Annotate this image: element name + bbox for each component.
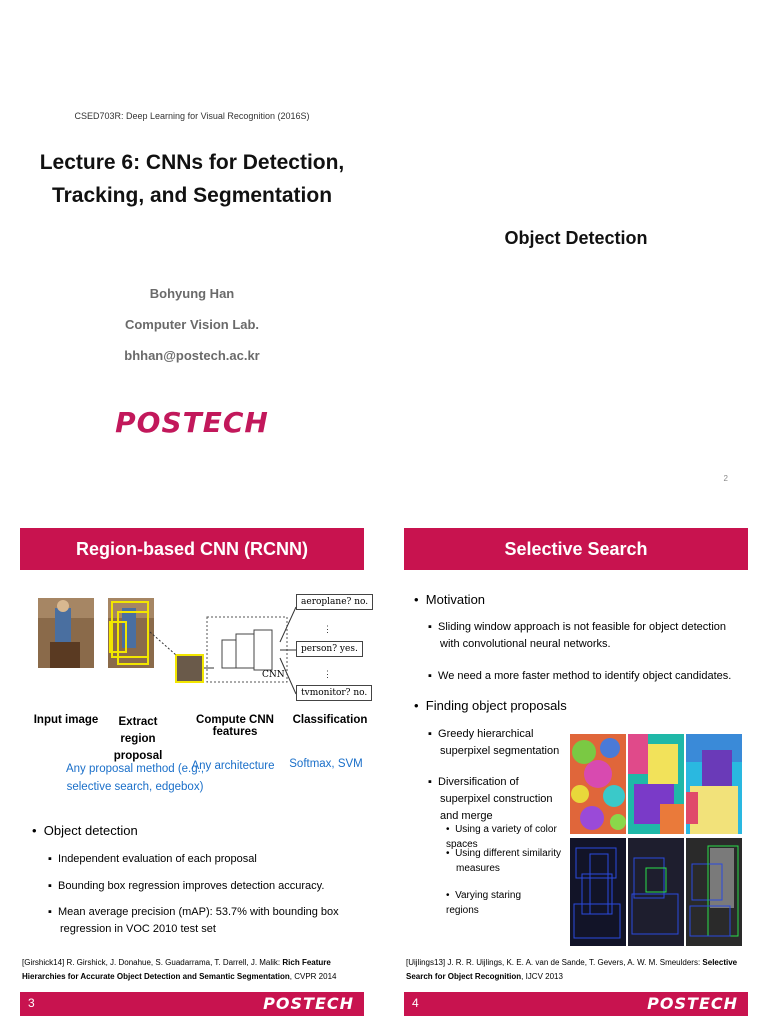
lecture-title-line1: Lecture 6: CNNs for Detection, (39, 151, 345, 174)
proposal-sub-2: ▪ Diversification of superpixel construction and merge (428, 776, 553, 822)
motivation-sub-2-text: We need a more faster method to identify object candidates. (438, 670, 732, 682)
slide-4 (384, 512, 768, 1024)
detail-color-spaces: • Using a variety of color spaces (446, 824, 557, 850)
postech-logo: POSTECH (115, 406, 269, 439)
proposal-sub-1: ▪ Greedy hierarchical superpixel segmentation (428, 728, 560, 757)
sub-item-3-text: Mean average precision (mAP): 53.7% with bounding box regression in VOC 2010 test set (58, 906, 339, 935)
lecture-title-line2: Tracking, and Segmentation (51, 184, 333, 207)
sub-item-1: ▪ Independent evaluation of each proposal (48, 853, 257, 865)
slide-banner: Region-based CNN (RCNN) (20, 528, 364, 570)
bullet-motivation: • Motivation (414, 592, 486, 607)
motivation-sub-1-text: Sliding window approach is not feasible for object detection with convolutional neural networks. (438, 621, 727, 650)
reference-venue: , IJCV 2013 (521, 972, 563, 981)
segmentation-fine (570, 734, 626, 834)
note-proposal-method: Any proposal method (e.g., selective search, edgebox) (65, 763, 205, 793)
lecture-title (0, 146, 384, 212)
lab-name: Computer Vision Lab. (124, 317, 260, 332)
page-number: 3 (28, 996, 35, 1010)
detail-starting-regions-text: Varying staring regions (446, 890, 522, 916)
reference-title: Selective Search for Object Recognition (406, 958, 738, 981)
note-softmax: Softmax, SVM (289, 758, 363, 770)
selective-search-figure (570, 734, 742, 946)
motivation-sub-1: ▪ Sliding window approach is not feasible for object detection with convolutional neural networks. (428, 621, 727, 650)
label-input-image: Input image (33, 714, 99, 726)
bullet-finding-proposals-text: Finding object proposals (425, 698, 567, 713)
slide-banner: Selective Search (404, 528, 748, 570)
page-number: 2 (723, 474, 728, 483)
postech-logo: POSTECH (263, 994, 354, 1013)
output-person: person? yes. (296, 641, 363, 657)
segmentation-coarse (686, 734, 742, 834)
bullet-object-detection: • Object detection (32, 823, 138, 838)
slide-3 (0, 512, 384, 1024)
proposal-sub-2-text: Diversification of superpixel construction and merge (438, 776, 553, 822)
note-architecture: Any architecture (191, 760, 275, 772)
proposal-sub-1-text: Greedy hierarchical superpixel segmentation (438, 728, 560, 757)
detection-boxes-3 (686, 838, 742, 946)
footer-bar (404, 992, 748, 1016)
segmentation-medium (628, 734, 684, 834)
label-classification: Classification (292, 714, 368, 726)
postech-logo: POSTECH (647, 994, 738, 1013)
detection-boxes-2 (628, 838, 684, 946)
sub-item-1-text: Independent evaluation of each proposal (58, 853, 257, 865)
reference (22, 956, 362, 984)
page-number: 4 (412, 996, 419, 1010)
sub-item-2: ▪ Bounding box regression improves detection accuracy. (48, 880, 325, 892)
detail-similarity-text: Using different similarity measures (455, 848, 562, 874)
footer-bar (20, 992, 364, 1016)
detection-boxes-1 (570, 838, 626, 946)
detail-color-spaces-text: Using a variety of color spaces (446, 824, 557, 850)
reference-authors: [Girshick14] R. Girshick, J. Donahue, S. Guadarrama, T. Darrell, J. Malik: (22, 958, 283, 967)
slide-1 (0, 0, 384, 512)
motivation-sub-2: ▪ We need a more faster method to identify object candidates. (428, 670, 732, 682)
detail-similarity: • Using different similarity measures (446, 848, 562, 874)
reference (406, 956, 746, 984)
input-image-picture (38, 598, 94, 668)
sub-item-3: ▪ Mean average precision (mAP): 53.7% with bounding box regression in VOC 2010 test set (48, 906, 339, 935)
course-title: CSED703R: Deep Learning for Visual Recognition (2016S) (74, 111, 310, 121)
cnn-label: CNN (262, 670, 285, 680)
proposal-image-picture (108, 598, 154, 668)
author-name: Bohyung Han (149, 286, 235, 301)
svg-text:⋮: ⋮ (323, 669, 332, 679)
reference-venue: , CVPR 2014 (289, 972, 337, 981)
slide-title: Object Detection (504, 228, 648, 248)
bullet-motivation-text: Motivation (425, 592, 486, 607)
sub-item-2-text: Bounding box regression improves detection accuracy. (58, 880, 325, 892)
author-email: bhhan@postech.ac.kr (124, 348, 260, 363)
output-tvmonitor: tvmonitor? no. (296, 685, 372, 701)
detail-starting-regions: • Varying staring regions (446, 890, 522, 916)
label-extract-region: Extract region proposal (113, 716, 163, 762)
output-aeroplane: aeroplane? no. (296, 594, 373, 610)
reference-authors: [Uijlings13] J. R. R. Uijlings, K. E. A. van de Sande, T. Gevers, A. W. M. Smeulders: (406, 958, 703, 967)
label-compute-cnn: Compute CNN features (196, 714, 274, 738)
reference-title: Rich Feature Hierarchies for Accurate Object Detection and Semantic Segmentation (22, 958, 331, 981)
warped-region (176, 655, 203, 682)
slide-2 (384, 0, 768, 512)
svg-text:⋮: ⋮ (323, 624, 332, 634)
bullet-object-detection-text: Object detection (43, 823, 138, 838)
bullet-finding-proposals: • Finding object proposals (414, 698, 567, 713)
